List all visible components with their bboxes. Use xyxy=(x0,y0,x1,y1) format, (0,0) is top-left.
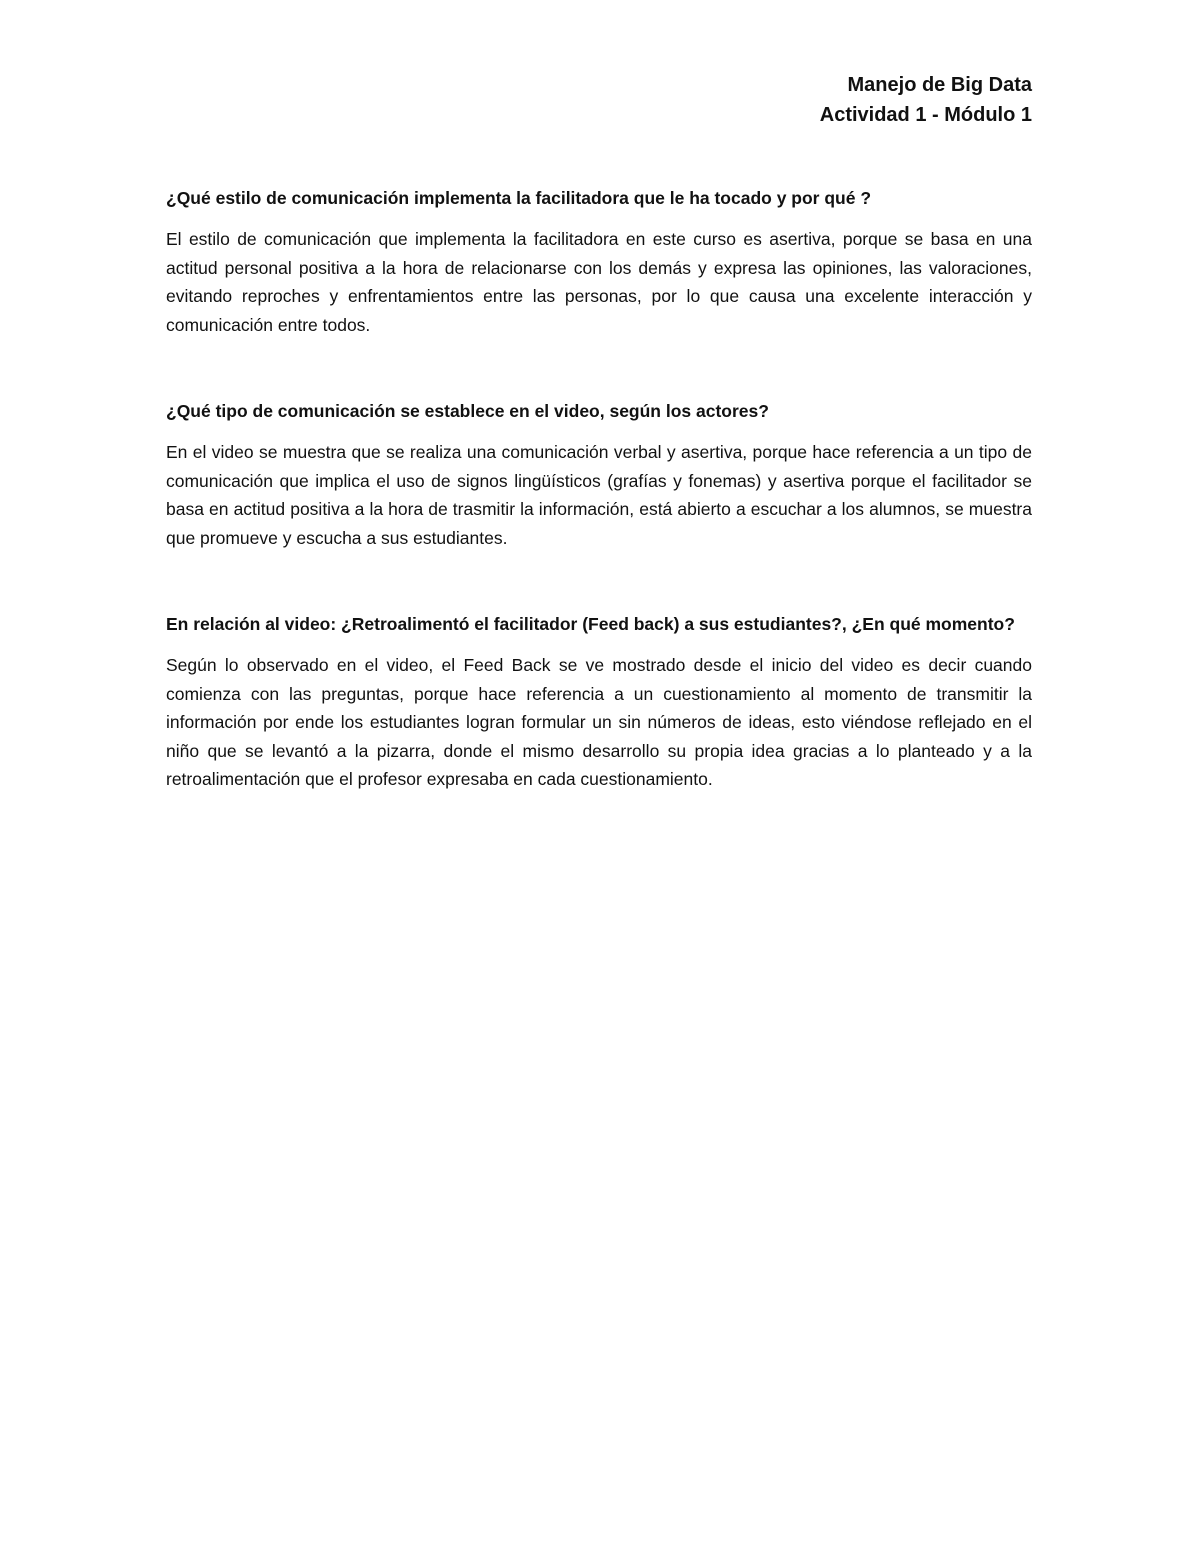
activity-title: Actividad 1 - Módulo 1 xyxy=(819,104,1032,126)
course-title: Manejo de Big Data xyxy=(847,74,1032,96)
answer-2: En el video se muestra que se realiza una comunicación verbal y asertiva, porque hace referencia a un tipo de comunicación que implica el uso de signos lingüísticos (grafías y fonemas) y asertiva porque el facilitador se basa en actitud positiva a la hora de trasmitir la información, está abierto a escuchar a los alumnos, se muestra que promueve y escucha a sus estudiantes. xyxy=(166,442,1032,548)
answer-1: El estilo de comunicación que implementa la facilitadora en este curso es asertiva, porque se basa en una actitud personal positiva a la hora de relacionarse con los demás y expresa las opiniones, las valoraciones, evitando reproches y enfrentamientos entre las personas, por lo que causa una excelente interacción y comunicación entre todos. xyxy=(166,229,1032,335)
question-1: ¿Qué estilo de comunicación implementa la facilitadora que le ha tocado y por qué ? xyxy=(166,188,872,208)
document-header xyxy=(820,70,1032,130)
section-1 xyxy=(166,184,1032,339)
answer-3: Según lo observado en el video, el Feed Back se ve mostrado desde el inicio del video es decir cuando comienza con las preguntas, porque hace referencia a un cuestionamiento al momento de transmitir la información por ende los estudiantes logran formular un sin números de ideas, esto viéndose reflejado en el niño que se levantó a la pizarra, donde el mismo desarrollo su propia idea gracias a lo planteado y a la retroalimentación que el profesor expresaba en cada cuestionamiento. xyxy=(166,655,1032,789)
question-2: ¿Qué tipo de comunicación se establece en el video, según los actores? xyxy=(166,401,769,421)
section-spacer xyxy=(166,552,1032,610)
question-3: En relación al video: ¿Retroalimentó el facilitador (Feed back) a sus estudiantes?, ¿En qué momento? xyxy=(166,614,1015,634)
section-2 xyxy=(166,397,1032,552)
section-spacer xyxy=(166,339,1032,397)
section-3 xyxy=(166,610,1032,794)
document-body xyxy=(166,184,1032,794)
